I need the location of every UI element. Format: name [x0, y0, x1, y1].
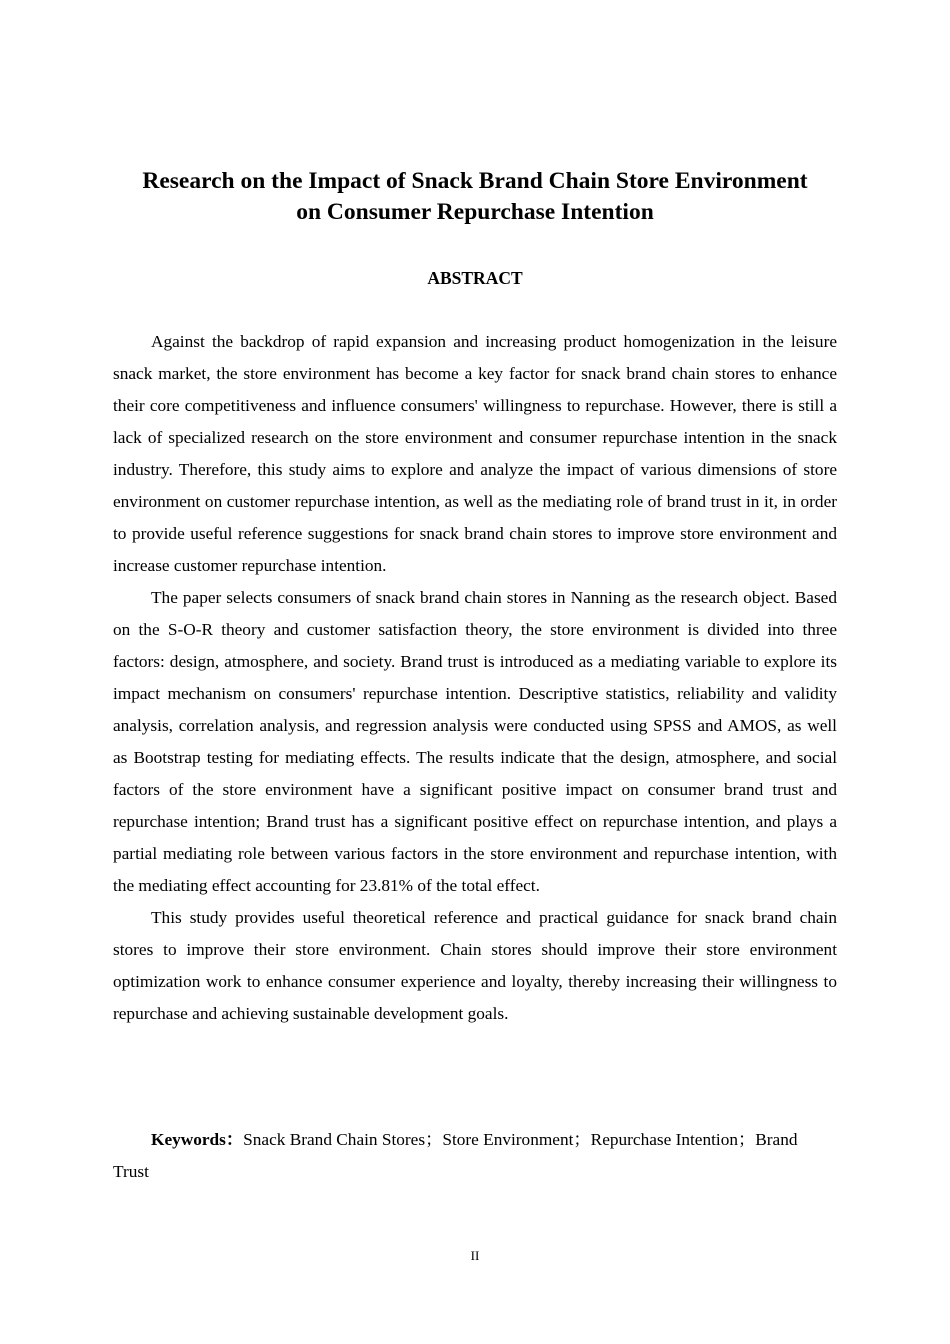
abstract-body — [113, 326, 837, 1030]
abstract-paragraph-1: Against the backdrop of rapid expansion and increasing product homogenization in the leisure snack market, the store environment has become a key factor for snack brand chain stores to enhance their core competitiveness and influence consumers' willingness to repurchase. However, there is still a lack of specialized research on the store environment and consumer repurchase intention in the snack industry. Therefore, this study aims to explore and analyze the impact of various dimensions of store environment on customer repurchase intention, as well as the mediating role of brand trust in it, in order to provide useful reference suggestions for snack brand chain stores to improve store environment and increase customer repurchase intention. — [113, 332, 837, 575]
document-page — [113, 0, 837, 1344]
abstract-heading: ABSTRACT — [427, 268, 523, 288]
paper-title-line-1: Research on the Impact of Snack Brand Chain Store Environment — [142, 168, 808, 194]
abstract-paragraph-3: This study provides useful theoretical reference and practical guidance for snack brand chain stores to improve their store environment. Chain stores should improve their store environment optimization work to enhance consumer experience and loyalty, thereby increasing their willingness to repurchase and achieving sustainable development goals. — [113, 908, 837, 1023]
abstract-paragraph-2: The paper selects consumers of snack brand chain stores in Nanning as the research object. Based on the S-O-R theory and customer satisfaction theory, the store environment is divided into three factors: design, atmosphere, and society. Brand trust is introduced as a mediating variable to explore its impact mechanism on consumers' repurchase intention. Descriptive statistics, reliability and validity analysis, correlation analysis, and regression analysis were conducted using SPSS and AMOS, as well as Bootstrap testing for mediating effects. The results indicate that the design, atmosphere, and social factors of the store environment have a significant positive impact on consumer brand trust and repurchase intention; Brand trust has a significant positive effect on repurchase intention, and plays a partial mediating role between various factors in the store environment and repurchase intention, with the mediating effect accounting for 23.81% of the total effect. — [113, 588, 837, 895]
page-number: II — [470, 1248, 480, 1263]
keywords-terms: Snack Brand Chain Stores；Store Environment；Repurchase Intention；Brand Trust — [113, 1130, 798, 1181]
paper-title — [113, 166, 837, 228]
keywords — [113, 1124, 837, 1188]
paper-title-line-2: on Consumer Repurchase Intention — [296, 199, 654, 225]
keywords-label: Keywords： — [151, 1130, 244, 1149]
